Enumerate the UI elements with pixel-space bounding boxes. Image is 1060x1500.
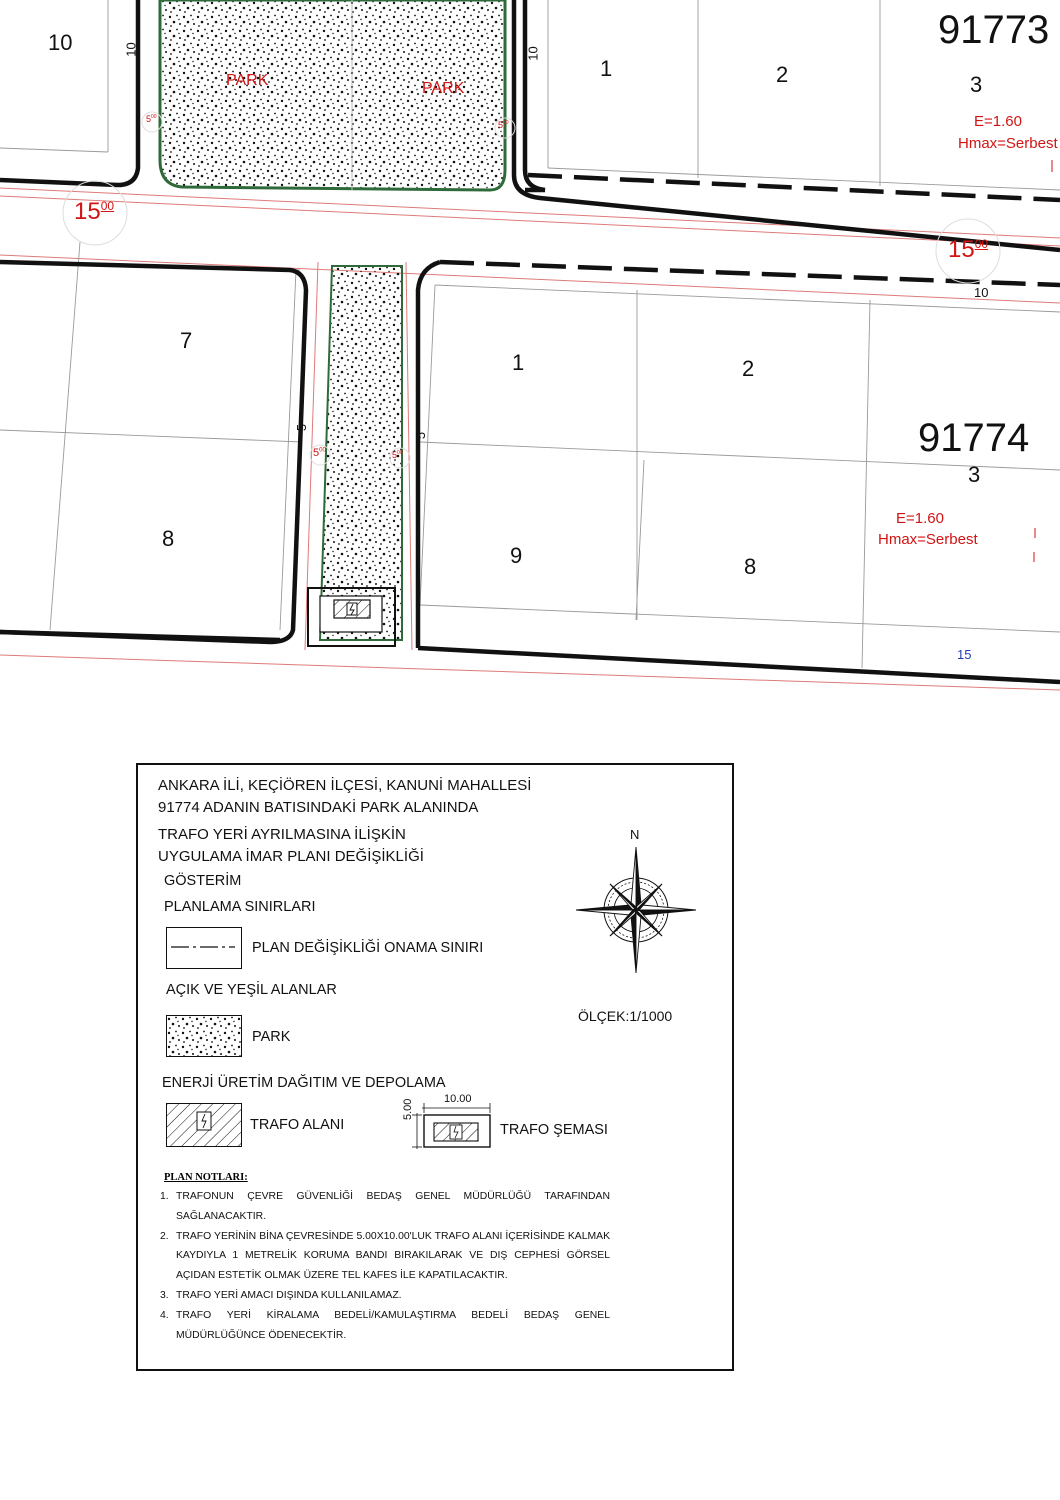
parcel-n3: 3 <box>970 72 983 97</box>
setback-5-right: 5 <box>413 431 429 440</box>
parcel-s3: 3 <box>968 462 981 487</box>
trafo-hatch-icon <box>167 1104 241 1146</box>
park-label-left: PARK <box>226 72 269 89</box>
park-symbol <box>166 1015 242 1057</box>
trafo-area-label: TRAFO ALANI <box>250 1117 345 1133</box>
boundary-label: PLAN DEĞİŞİKLİĞİ ONAMA SINIRI <box>252 940 484 956</box>
road-width-right: $15^{00}$ <box>948 236 989 263</box>
title-line-3: TRAFO YERİ AYRILMASINA İLİŞKİN <box>158 826 406 843</box>
block-north-id: 91773 <box>938 8 1050 52</box>
notes-title: PLAN NOTLARI: <box>164 1172 248 1183</box>
parcel-w8: 8 <box>162 526 175 551</box>
tick-marks <box>1034 160 1052 562</box>
title-line-1: ANKARA İLİ, KEÇİÖREN İLÇESİ, KANUNİ MAHALLESİ <box>158 777 532 794</box>
trafo-dim-height: 5.00 <box>402 1098 414 1120</box>
trafo-dim-width: 10.00 <box>444 1093 472 1105</box>
compass-rose-icon <box>574 845 698 975</box>
park-pattern-icon <box>167 1016 241 1056</box>
block-south-id: 91774 <box>918 416 1030 460</box>
setback-red-1: $5^{00}$ <box>146 114 157 124</box>
legend-panel <box>136 763 734 1371</box>
park-label-right: PARK <box>422 80 465 97</box>
road-edge-lines <box>0 188 1060 690</box>
trafo-scheme-label: TRAFO ŞEMASI <box>500 1122 608 1138</box>
title-line-2: 91774 ADANIN BATISINDAKİ PARK ALANINDA <box>158 799 479 816</box>
parcel-s2: 2 <box>742 356 755 381</box>
setback-red-3: $5^{00}$ <box>313 447 326 459</box>
setback-10-bottom: 10 <box>974 285 989 300</box>
parcel-7: 7 <box>180 328 193 353</box>
park-strip <box>320 266 402 640</box>
scale-label: ÖLÇEK:1/1000 <box>578 1008 673 1024</box>
notes-list <box>160 1187 610 1345</box>
park-legend-label: PARK <box>252 1029 291 1045</box>
setback-10-left: 10 <box>123 42 139 57</box>
parcel-s1: 1 <box>512 350 525 375</box>
setback-red-4: $5^{00}$ <box>392 450 403 460</box>
north-height: Hmax=Serbest <box>958 135 1058 152</box>
dash-dot-line-icon <box>167 928 239 966</box>
parcel-9: 9 <box>510 543 523 568</box>
trafo-area-symbol <box>166 1103 242 1147</box>
section-energy: ENERJİ ÜRETİM DAĞITIM VE DEPOLAMA <box>162 1075 446 1091</box>
title-line-4: UYGULAMA İMAR PLANI DEĞİŞİKLİĞİ <box>158 848 424 865</box>
setback-10-right: 10 <box>525 46 541 61</box>
setback-red-2: $5^{00}$ <box>498 120 509 130</box>
south-ratio: E=1.60 <box>896 510 944 527</box>
parcel-n2: 2 <box>776 62 789 87</box>
north-ratio: E=1.60 <box>974 113 1022 130</box>
parcel-10: 10 <box>48 30 73 55</box>
north-letter: N <box>630 827 640 842</box>
section-planning: PLANLAMA SINIRLARI <box>164 899 316 915</box>
note-item: 1. TRAFONUN ÇEVRE GÜVENLİĞİ BEDAŞ GENEL MÜDÜRLÜĞÜ TARAFINDAN SAĞLANACAKTIR. <box>160 1191 610 1222</box>
setback-5-left: 5 <box>294 423 310 432</box>
zoning-map <box>0 0 1060 700</box>
section-green: AÇIK VE YEŞİL ALANLAR <box>166 982 337 998</box>
south-height: Hmax=Serbest <box>878 531 978 548</box>
note-item: 2. TRAFO YERİNİN BİNA ÇEVRESİNDE 5.00X10.00'LUK TRAFO ALANI İÇERİSİNDE KALMAK KAYDIYLA 1 METRELİK KORUMA BANDI BIRAKILARAK VE DIŞ CEPHESİ GÖRSEL AÇIDAN ESTETİK OLMAK ÜZERE TEL KAFES İLE KAPATILACAKTIR. <box>160 1230 610 1282</box>
trafo-scheme-drawing <box>408 1085 498 1157</box>
road-width-blue: 15 <box>957 647 972 662</box>
parcel-s8: 8 <box>744 554 757 579</box>
note-item: 4. TRAFO YERİ KİRALAMA BEDELİ/KAMULAŞTIRMA BEDELİ BEDAŞ GENEL MÜDÜRLÜĞÜNCE ÖDENECEKTİR. <box>160 1309 610 1341</box>
road-width-left: $15^{00}$ <box>74 198 115 225</box>
note-item: 3. TRAFO YERİ AMACI DIŞINDA KULLANILAMAZ. <box>160 1289 402 1301</box>
parcel-n1: 1 <box>600 56 613 81</box>
boundary-symbol <box>166 927 242 969</box>
legend-heading: GÖSTERİM <box>164 873 242 889</box>
